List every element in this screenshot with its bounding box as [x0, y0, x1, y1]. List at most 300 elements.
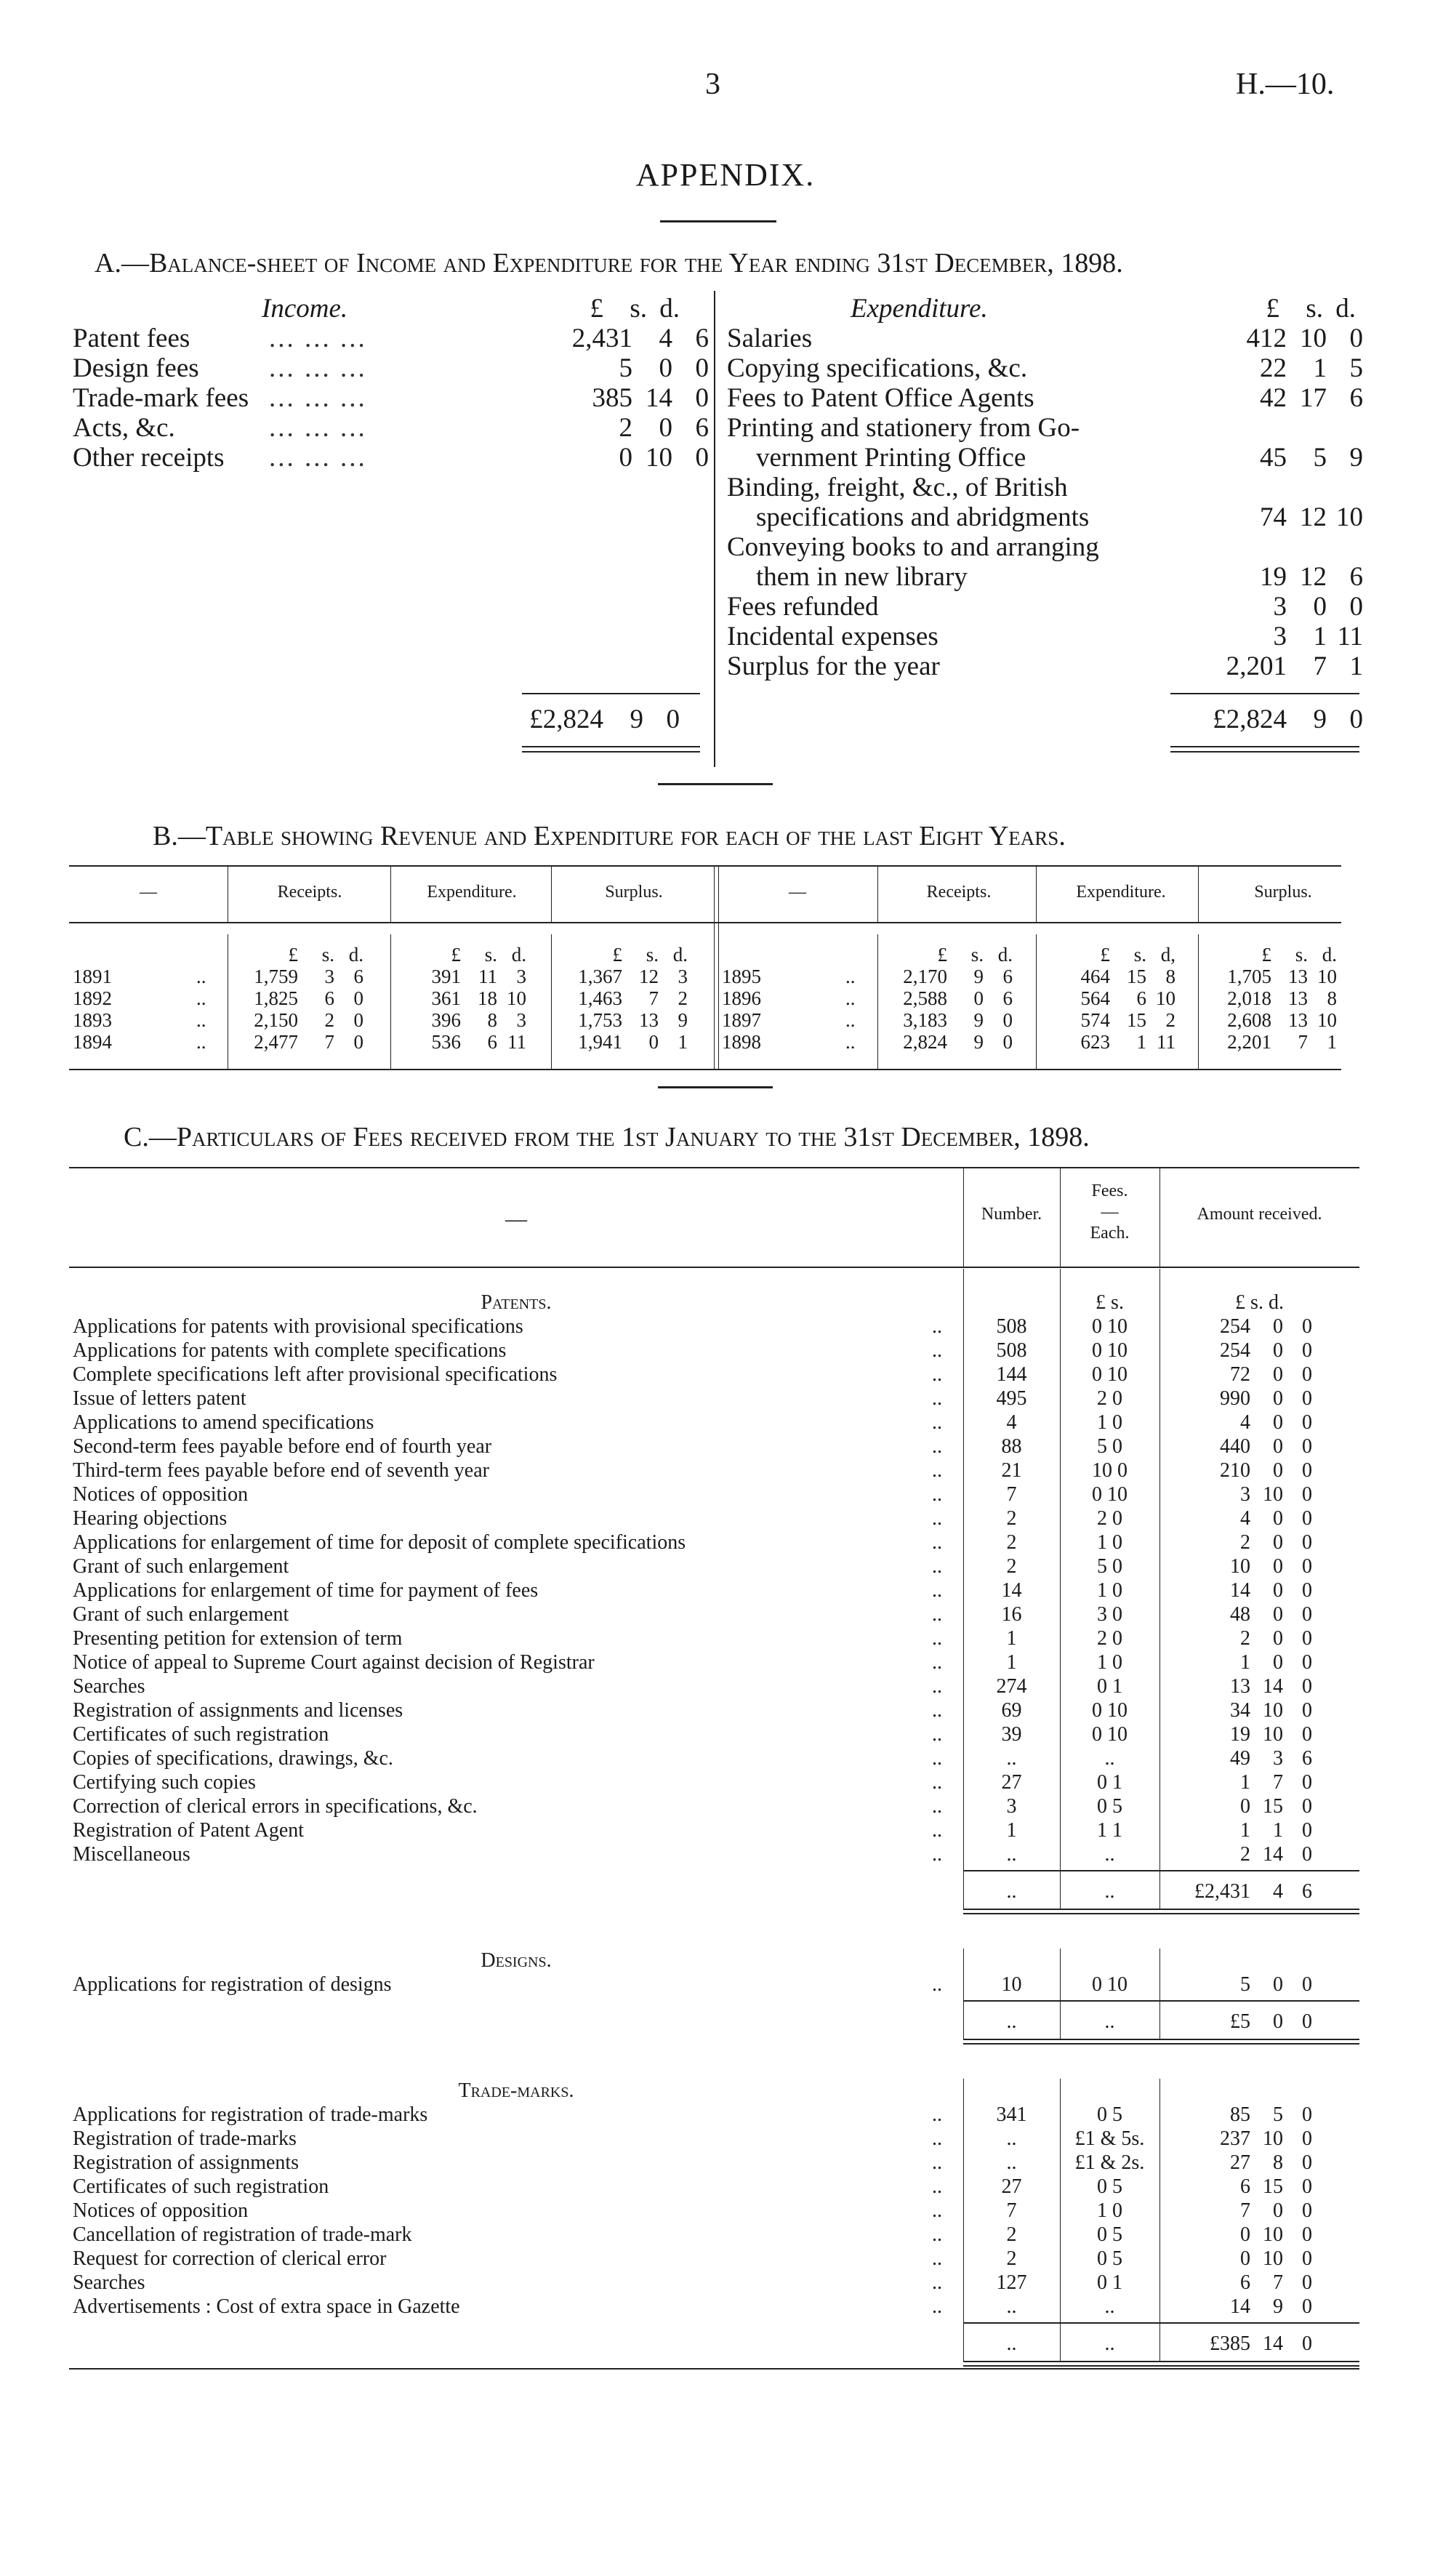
c-header-rule: [69, 1267, 1359, 1268]
patents-row-fee: 10 0: [1092, 1459, 1128, 1482]
patents-row-shillings: 10: [1263, 1699, 1283, 1722]
b-unit-header: s.: [970, 944, 984, 966]
trademarks-row-number: 27: [1001, 2175, 1022, 2198]
leader-dots: ..: [932, 2271, 942, 2294]
income-total-shillings: 9: [630, 705, 643, 734]
patents-row-pence: 0: [1302, 1459, 1312, 1482]
patents-row-pence: 0: [1302, 1387, 1312, 1410]
patents-row-pounds: 0: [1240, 1795, 1250, 1818]
patents-row-shillings: 0: [1273, 1411, 1283, 1434]
b-pence: 6: [1002, 966, 1013, 987]
expenditure-item-shillings: 7: [1313, 651, 1327, 681]
patents-row-pence: 0: [1302, 1603, 1312, 1626]
trademarks-row-shillings: 8: [1273, 2151, 1283, 2174]
trademarks-row-number: 341: [996, 2103, 1027, 2126]
b-header-rule: [69, 922, 1341, 923]
leader-dots: ..: [932, 1675, 942, 1698]
b-shillings: 7: [324, 1031, 334, 1053]
patents-row-fee: 0 10: [1092, 1723, 1128, 1746]
patents-row-fee: 0 10: [1092, 1363, 1128, 1386]
designs-row-shillings: 0: [1273, 1973, 1283, 1996]
patents-row-pence: 0: [1302, 1627, 1312, 1650]
patents-row-pounds: 13: [1230, 1675, 1250, 1698]
patents-row-number: 2: [1006, 1531, 1017, 1554]
patents-row-label: Hearing objections: [73, 1507, 228, 1530]
expenditure-item-pence: 5: [1349, 353, 1363, 383]
b-bottom-rule: [69, 1069, 1341, 1070]
patents-row-shillings: 1: [1273, 1819, 1283, 1842]
income-d-header: d.: [659, 294, 680, 324]
patents-row-shillings: 0: [1273, 1435, 1283, 1458]
leader-dots: ... ... ...: [269, 383, 367, 413]
patents-row-pence: 0: [1302, 1699, 1312, 1722]
c-fees-header: Fees.: [1091, 1181, 1128, 1200]
patents-row-number: 88: [1001, 1435, 1022, 1458]
patents-row-shillings: 0: [1273, 1555, 1283, 1578]
b-year: 1898: [722, 1031, 761, 1053]
b-pence: 10: [507, 987, 526, 1009]
expenditure-item-pounds: 45: [1260, 443, 1287, 473]
patents-row-pounds: 210: [1220, 1459, 1250, 1482]
expenditure-item-label: Conveying books to and arranging: [727, 532, 1099, 562]
b-pence: 0: [1002, 1031, 1013, 1053]
patents-row-shillings: 0: [1273, 1603, 1283, 1626]
expenditure-subtotal-rule: [1170, 693, 1359, 694]
patents-row-number: 2: [1006, 1555, 1017, 1578]
patents-row-number: 508: [996, 1315, 1027, 1338]
expenditure-item-pounds: 412: [1246, 324, 1287, 353]
b-top-rule: [69, 865, 1341, 867]
b-pence: 11: [507, 1031, 526, 1053]
b-pence: 2: [678, 987, 688, 1009]
patents-row-label: Third-term fees payable before end of seventh year: [73, 1459, 489, 1482]
income-item-shillings: 10: [646, 443, 672, 473]
patents-subtotal-rule: [963, 1870, 1359, 1871]
b-pounds: 361: [431, 987, 461, 1009]
patents-row-shillings: 0: [1273, 1579, 1283, 1602]
patents-row-shillings: 10: [1263, 1723, 1283, 1746]
trademarks-row-fee: ..: [1104, 2295, 1115, 2318]
trademarks-row-label: Applications for registration of trade-marks: [73, 2103, 428, 2126]
b-pence: 2: [1165, 1009, 1175, 1031]
b-unit-header: £: [451, 944, 461, 966]
leader-dots: ..: [932, 2127, 942, 2150]
leader-dots: ... ... ...: [269, 413, 367, 443]
trademarks-row-pounds: 6: [1240, 2175, 1250, 2198]
b-unit-header: £: [612, 944, 622, 966]
b-unit-header: s.: [1295, 944, 1308, 966]
patents-row-pence: 0: [1302, 1411, 1312, 1434]
expenditure-item-shillings: 5: [1313, 443, 1327, 473]
trademarks-row-pounds: 27: [1230, 2151, 1250, 2174]
b-unit-header: £: [1100, 944, 1110, 966]
fee-unit-header: £ s.: [1096, 1291, 1124, 1314]
trademarks-total-pounds: £385: [1210, 2332, 1250, 2355]
trademarks-row-label: Registration of assignments: [73, 2151, 300, 2174]
patents-total-pence: 6: [1302, 1880, 1312, 1903]
designs-section-title: Designs.: [481, 1949, 552, 1972]
patents-row-label: Notices of opposition: [73, 1483, 249, 1506]
patents-row-number: ..: [1006, 1843, 1017, 1866]
trademarks-subtotal-rule: [963, 2322, 1359, 2324]
b-shillings: 9: [973, 1009, 984, 1031]
designs-total-fee: ..: [1104, 2010, 1115, 2033]
c-dash-header: —: [505, 1207, 527, 1231]
leader-dots: ..: [932, 2175, 942, 2198]
trademarks-row-pence: 0: [1302, 2199, 1312, 2222]
b-year: 1894: [73, 1031, 112, 1053]
expenditure-item-label: Surplus for the year: [727, 651, 940, 681]
b-pence: 6: [353, 966, 363, 987]
patents-row-pence: 0: [1302, 1771, 1312, 1794]
b-shillings: 6: [487, 1031, 497, 1053]
b-pence: 8: [1165, 966, 1175, 987]
trademarks-row-number: ..: [1006, 2295, 1017, 2318]
patents-row-shillings: 0: [1273, 1651, 1283, 1674]
expenditure-total-pence: 0: [1349, 705, 1363, 734]
trademarks-row-shillings: 7: [1273, 2271, 1283, 2294]
leader-dots: ..: [932, 1579, 942, 1602]
b-shillings: 6: [324, 987, 334, 1009]
trademarks-row-fee: 0 1: [1097, 2271, 1122, 2294]
leader-dots: ..: [932, 1387, 942, 1410]
designs-total-pence: 0: [1302, 2010, 1312, 2033]
b-pounds: 3,183: [903, 1009, 947, 1031]
income-item-shillings: 14: [646, 383, 672, 413]
income-total-rule-1: [522, 746, 700, 747]
patents-row-label: Complete specifications left after provisional specifications: [73, 1363, 558, 1386]
expenditure-item-label: Printing and stationery from Go-: [727, 413, 1080, 443]
balance-divider: [714, 291, 715, 767]
b-unit-header: £: [1261, 944, 1271, 966]
patents-row-fee: 0 10: [1092, 1483, 1128, 1506]
patents-row-pence: 0: [1302, 1651, 1312, 1674]
income-subtotal-rule: [522, 693, 700, 694]
income-s-header: s.: [630, 294, 647, 324]
patents-row-pounds: 72: [1230, 1363, 1250, 1386]
b-year: 1892: [73, 987, 112, 1009]
c-header-divider: [1159, 1168, 1160, 1267]
income-item-shillings: 4: [659, 324, 672, 353]
leader-dots: ..: [932, 1843, 942, 1866]
expenditure-item-shillings: 1: [1313, 353, 1327, 383]
patents-row-number: 1: [1006, 1819, 1017, 1842]
amount-unit-header: £ s. d.: [1235, 1291, 1284, 1314]
b-pounds: 2,018: [1227, 987, 1271, 1009]
page-title: APPENDIX.: [635, 157, 816, 193]
trademarks-row-pounds: 237: [1220, 2127, 1250, 2150]
expenditure-item-label: Salaries: [727, 324, 813, 353]
income-item-pounds: 2,431: [571, 324, 632, 353]
patents-row-fee: 5 0: [1097, 1435, 1122, 1458]
b-shillings: 15: [1127, 1009, 1146, 1031]
patents-row-pence: 0: [1302, 1843, 1312, 1866]
b-surplus-header: Surplus.: [1254, 883, 1312, 902]
patents-row-label: Applications for patents with provisional specifications: [73, 1315, 523, 1338]
leader-dots: ..: [932, 1627, 942, 1650]
patents-column-divider: [963, 1269, 964, 1909]
c-fees-header-each: Each.: [1090, 1224, 1130, 1243]
expenditure-item-label: specifications and abridgments: [756, 502, 1090, 532]
trademarks-row-pence: 0: [1302, 2127, 1312, 2150]
patents-row-label: Applications for enlargement of time for payment of fees: [73, 1579, 539, 1602]
leader-dots: ..: [196, 1009, 206, 1031]
b-year: 1891: [73, 966, 112, 987]
b-year: 1893: [73, 1009, 112, 1031]
b-pence: 0: [353, 1009, 363, 1031]
trademarks-row-pounds: 0: [1240, 2223, 1250, 2246]
expenditure-item-pence: 9: [1349, 443, 1363, 473]
expenditure-item-pounds: 3: [1273, 592, 1287, 622]
patents-row-number: 69: [1001, 1699, 1022, 1722]
income-total-pence: 0: [666, 705, 680, 734]
b-shillings: 11: [478, 966, 497, 987]
patents-row-label: Registration of Patent Agent: [73, 1819, 305, 1842]
trademarks-row-number: ..: [1006, 2151, 1017, 2174]
trademarks-row-number: 2: [1006, 2247, 1017, 2270]
patents-row-fee: 5 0: [1097, 1555, 1122, 1578]
leader-dots: ..: [196, 1031, 206, 1053]
expenditure-item-label: them in new library: [756, 562, 968, 592]
patents-row-number: 1: [1006, 1627, 1017, 1650]
patents-row-label: Applications for enlargement of time for deposit of complete specifications: [73, 1531, 686, 1554]
leader-dots: ... ... ...: [269, 353, 367, 383]
trademarks-row-fee: 0 5: [1097, 2247, 1122, 2270]
expenditure-d-header: d.: [1335, 294, 1356, 324]
patents-total-pounds: £2,431: [1194, 1880, 1250, 1903]
patents-row-pence: 0: [1302, 1339, 1312, 1362]
b-dash-header: —: [140, 883, 157, 902]
patents-total-fee: ..: [1104, 1880, 1115, 1903]
patents-row-shillings: 0: [1273, 1363, 1283, 1386]
income-item-pounds: 385: [592, 383, 632, 413]
leader-dots: ..: [932, 1531, 942, 1554]
patents-row-shillings: 0: [1273, 1315, 1283, 1338]
c-header-divider: [1060, 1168, 1061, 1267]
designs-total-shillings: 0: [1273, 2010, 1283, 2033]
b-pounds: 2,201: [1227, 1031, 1271, 1053]
patents-row-number: 16: [1001, 1603, 1022, 1626]
patents-row-pounds: 440: [1220, 1435, 1250, 1458]
c-header-divider: [963, 1168, 964, 1267]
trademarks-row-shillings: 10: [1263, 2223, 1283, 2246]
patents-row-label: Applications for patents with complete specifications: [73, 1339, 507, 1362]
trademarks-total-rule-1: [963, 2361, 1359, 2362]
patents-total-rule-2: [963, 1913, 1359, 1914]
trademarks-row-number: 7: [1006, 2199, 1017, 2222]
b-unit-header: d,: [1160, 944, 1175, 966]
expenditure-item-shillings: 1: [1313, 622, 1327, 651]
patents-total-shillings: 4: [1273, 1880, 1283, 1903]
patents-row-label: Grant of such enlargement: [73, 1555, 289, 1578]
expenditure-item-pence: 11: [1337, 622, 1363, 651]
c-amount-header: Amount received.: [1197, 1205, 1322, 1224]
expenditure-item-pounds: 2,201: [1226, 651, 1287, 681]
trademarks-column-divider: [1060, 2079, 1061, 2361]
patents-row-label: Miscellaneous: [73, 1843, 190, 1866]
income-item-label: Other receipts: [73, 443, 225, 473]
section-c-heading: C.—Particulars of Fees received from the 1st January to the 31st December, 1898.: [124, 1122, 1090, 1152]
trademarks-total-shillings: 14: [1263, 2332, 1283, 2355]
patents-row-shillings: 14: [1263, 1675, 1283, 1698]
trademarks-row-pence: 0: [1302, 2223, 1312, 2246]
patents-row-fee: 2 0: [1097, 1507, 1122, 1530]
b-year: 1897: [722, 1009, 761, 1031]
income-item-label: Acts, &c.: [73, 413, 175, 443]
leader-dots: ..: [932, 1747, 942, 1770]
trademarks-row-label: Advertisements : Cost of extra space in Gazette: [73, 2295, 460, 2318]
leader-dots: ..: [932, 1483, 942, 1506]
income-item-pence: 6: [695, 324, 709, 353]
leader-dots: ..: [845, 987, 856, 1009]
b-pounds: 1,367: [578, 966, 622, 987]
b-pounds: 2,170: [903, 966, 947, 987]
leader-dots: ..: [932, 1819, 942, 1842]
title-rule: [660, 220, 776, 222]
leader-dots: ..: [932, 2223, 942, 2246]
b-shillings: 13: [639, 1009, 659, 1031]
income-item-pounds: 2: [619, 413, 632, 443]
b-pounds: 623: [1080, 1031, 1110, 1053]
patents-row-fee: 2 0: [1097, 1627, 1122, 1650]
trademarks-row-pence: 0: [1302, 2175, 1312, 2198]
patents-row-label: Grant of such enlargement: [73, 1603, 289, 1626]
section-b-heading: B.—Table showing Revenue and Expenditure for each of the last Eight Years.: [153, 821, 1066, 851]
patents-row-shillings: 15: [1263, 1795, 1283, 1818]
income-item-label: Patent fees: [73, 324, 190, 353]
patents-row-number: 495: [996, 1387, 1027, 1410]
leader-dots: ... ... ...: [269, 324, 367, 353]
patents-row-pounds: 2: [1240, 1531, 1250, 1554]
trademarks-row-fee: £1 & 5s.: [1074, 2127, 1145, 2150]
patents-row-pence: 0: [1302, 1363, 1312, 1386]
leader-dots: ..: [196, 966, 206, 987]
designs-row-label: Applications for registration of designs: [73, 1973, 392, 1996]
expenditure-item-pounds: 74: [1260, 502, 1287, 532]
b-column-divider: [390, 867, 391, 922]
trademarks-row-shillings: 15: [1263, 2175, 1283, 2198]
trademarks-row-pounds: 14: [1230, 2295, 1250, 2318]
patents-column-divider: [1060, 1269, 1061, 1909]
leader-dots: ..: [196, 987, 206, 1009]
leader-dots: ..: [932, 1411, 942, 1434]
b-shillings: 15: [1127, 966, 1146, 987]
patents-row-number: 508: [996, 1339, 1027, 1362]
leader-dots: ..: [932, 2295, 942, 2318]
leader-dots: ..: [845, 1031, 856, 1053]
b-pence: 10: [1317, 1009, 1337, 1031]
leader-dots: ..: [932, 1363, 942, 1386]
expenditure-item-pence: 0: [1349, 592, 1363, 622]
patents-row-label: Presenting petition for extension of term: [73, 1627, 403, 1650]
b-shillings: 12: [639, 966, 659, 987]
leader-dots: ..: [932, 1555, 942, 1578]
patents-row-shillings: 14: [1263, 1843, 1283, 1866]
b-shillings: 9: [973, 1031, 984, 1053]
trademarks-row-pence: 0: [1302, 2151, 1312, 2174]
leader-dots: ..: [932, 2247, 942, 2270]
patents-row-number: 14: [1001, 1579, 1022, 1602]
patents-row-pence: 0: [1302, 1819, 1312, 1842]
patents-row-pounds: 49: [1230, 1747, 1250, 1770]
patents-row-label: Certificates of such registration: [73, 1723, 329, 1746]
expenditure-item-label: Fees refunded: [727, 592, 879, 622]
b-pounds: 1,463: [578, 987, 622, 1009]
income-total-rule-2: [522, 751, 700, 753]
patents-row-pence: 0: [1302, 1579, 1312, 1602]
b-shillings: 7: [648, 987, 659, 1009]
designs-row-number: 10: [1001, 1973, 1022, 1996]
leader-dots: ..: [845, 966, 856, 987]
b-pounds: 1,705: [1227, 966, 1271, 987]
b-shillings: 13: [1288, 966, 1308, 987]
b-pounds: 2,824: [903, 1031, 947, 1053]
leader-dots: ..: [845, 1009, 856, 1031]
section-rule-a: [658, 783, 773, 785]
b-unit-header: s.: [484, 944, 497, 966]
expenditure-item-shillings: 0: [1313, 592, 1327, 622]
page-number: 3: [705, 68, 720, 101]
trademarks-row-fee: 0 5: [1097, 2175, 1122, 2198]
patents-row-label: Notice of appeal to Supreme Court against decision of Registrar: [73, 1651, 595, 1674]
b-unit-header: d.: [997, 944, 1013, 966]
patents-row-label: Searches: [73, 1675, 145, 1698]
b-pounds: 1,753: [578, 1009, 622, 1031]
b-shillings: 0: [973, 987, 984, 1009]
patents-row-label: Registration of assignments and licenses: [73, 1699, 403, 1722]
b-year: 1896: [722, 987, 761, 1009]
patents-row-number: 7: [1006, 1483, 1017, 1506]
b-pounds: 1,941: [578, 1031, 622, 1053]
income-item-pence: 6: [695, 413, 709, 443]
designs-row-pence: 0: [1302, 1973, 1312, 1996]
patents-row-number: 4: [1006, 1411, 1017, 1434]
leader-dots: ..: [932, 2199, 942, 2222]
c-top-rule: [69, 1167, 1359, 1168]
trademarks-total-pence: 0: [1302, 2332, 1312, 2355]
patents-row-shillings: 0: [1273, 1459, 1283, 1482]
patents-row-fee: 3 0: [1097, 1603, 1122, 1626]
designs-row-pounds: 5: [1240, 1973, 1250, 1996]
b-unit-header: £: [288, 944, 298, 966]
expenditure-label: Expenditure.: [851, 294, 988, 324]
leader-dots: ..: [932, 2103, 942, 2126]
b-shillings: 0: [648, 1031, 659, 1053]
patents-row-label: Correction of clerical errors in specifications, &c.: [73, 1795, 478, 1818]
trademarks-row-shillings: 9: [1273, 2295, 1283, 2318]
b-unit-header: s.: [321, 944, 334, 966]
b-pounds: 564: [1080, 987, 1110, 1009]
b-pence: 10: [1317, 966, 1337, 987]
b-unit-header: s.: [1133, 944, 1146, 966]
b-pence: 0: [353, 987, 363, 1009]
designs-total-rule-2: [963, 2043, 1359, 2045]
patents-row-label: Copies of specifications, drawings, &c.: [73, 1747, 393, 1770]
leader-dots: ..: [932, 1651, 942, 1674]
income-item-label: Trade-mark fees: [73, 383, 249, 413]
patents-row-number: 2: [1006, 1507, 1017, 1530]
expenditure-pound-header: £: [1266, 294, 1279, 324]
b-shillings: 6: [1136, 987, 1146, 1009]
patents-row-pounds: 1: [1240, 1819, 1250, 1842]
expenditure-item-pounds: 22: [1260, 353, 1287, 383]
patents-row-pence: 0: [1302, 1555, 1312, 1578]
patents-row-pounds: 2: [1240, 1627, 1250, 1650]
b-shillings: 2: [324, 1009, 334, 1031]
expenditure-item-pounds: 3: [1273, 622, 1287, 651]
patents-section-title: Patents.: [481, 1291, 552, 1314]
leader-dots: ..: [932, 1603, 942, 1626]
